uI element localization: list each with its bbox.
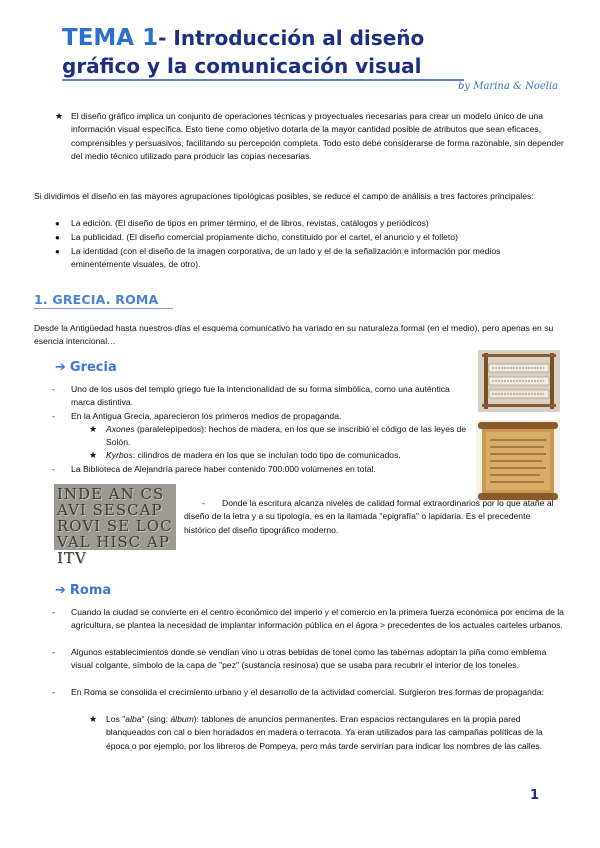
epigrafia-item [184, 497, 560, 537]
axones-image [478, 350, 560, 412]
star-bullet-icon: ★ [89, 424, 98, 434]
title-underline [62, 79, 464, 81]
alba-term: alba [125, 714, 142, 724]
alba-item [106, 713, 564, 753]
section-underline [34, 308, 173, 309]
roma-item-establecimientos: Algunos establecimientos donde se vendían vino u otras bebidas de tonel como las tabernas adoptan la piña como emblema visual colgante, símbolo de la capa de "pez" (sustancia resinosa) que se usaba para recubrir el interior de los toneles. [71, 647, 547, 671]
factor-publicidad: La publicidad. (El diseño comercial propiamente dicho, constituido por el cartel, el anuncio y el folleto) [71, 232, 458, 242]
arrow-right-icon: ➔ [55, 583, 66, 598]
kyrbos-text: : cilindros de madera en los que se incluían todo tipo de comunicados. [132, 450, 401, 460]
tema-label: TEMA 1 [62, 25, 159, 51]
title-text-2: gráfico y la comunicación visual [62, 54, 422, 78]
factors-lead: Si dividimos el diseño en las mayores agrupaciones tipológicas posibles, se reduce el campo de análisis a tres factores principales: [34, 191, 534, 201]
epigrafia-text: Donde la escritura alcanza niveles de calidad formal extraordinarios por lo que atañe al diseño de la letra y a su tipología, es en la llamada "epigrafía" o lapidaria. Es el precedente histórico del diseño tipográfico moderno. [184, 498, 554, 535]
bullet-dot-icon: ● [55, 247, 60, 256]
roma-item-ciudad: Cuando la ciudad se convierte en el centro económico del imperio y el comercio en la primera fuerza económica por encima de la agricultura, se plantea la necesidad de implantar información pública en el ágora > precedentes de los actuales carteles urbanos. [71, 607, 564, 631]
bullet-dot-icon: ● [55, 233, 60, 242]
alba-text: ): tablones de anuncios permanentes. Eran espacios rectangulares en la propia pared blanqueados con cal o bien horadados en madera o terracota. Ya eran utilizados para las campañas políticas de la época o por ejemplo, por los libreros de Pompeya, pero más tarde servirían para indicar los nombres de las calles. [106, 714, 543, 751]
document-title-line-1 [62, 26, 424, 50]
grecia-heading-text: Grecia [69, 360, 117, 375]
stone-inscription-image [54, 484, 176, 567]
star-bullet-icon: ★ [55, 111, 64, 121]
section-intro: Desde la Antigüedad hasta nuestros días el esquema comunicativo ha variado en su naturaleza formal (en el medio), pero apenas en su esencia intencional… [34, 323, 554, 347]
title-text-1: Introducción al diseño [173, 26, 425, 50]
title-dash: - [158, 26, 167, 50]
alba-prefix: Los " [106, 714, 126, 724]
dash-bullet: - [52, 411, 55, 421]
kyrbos-item [106, 449, 468, 462]
star-bullet-icon: ★ [89, 450, 98, 460]
axones-item [106, 423, 468, 450]
roma-heading-text: Roma [69, 583, 112, 598]
arrow-right-icon: ➔ [55, 360, 66, 375]
factor-identidad: La identidad (con el diseño de la imagen corporativa, de un lado y el de la señalización e información por medios eminentemente visuales, de otro). [71, 246, 501, 270]
album-term: álbum [170, 714, 194, 724]
grecia-item-templo: Uno de los usos del templo griego fue la intencionalidad de su forma simbólica, como una auténtica marca distintiva. [71, 384, 450, 408]
dash-bullet: - [52, 687, 55, 697]
bullet-dot-icon: ● [55, 219, 60, 228]
star-bullet-icon: ★ [89, 714, 98, 724]
intro-paragraph: El diseño gráfico implica un conjunto de operaciones técnicas y proyectuales necesarias para crear un modelo único de una información visual específica. Esto tiene como objetivo dotarla de la mayor cantidad posible de atributos que sean eficaces, comprensibles y persuasivos, facilitando su percepción completa. Todo esto debe considerarse de forma razonable, sin depender del medio técnico utilizado para producir las copias necesarias. [71, 111, 564, 162]
author-byline: by Marina & Noelia [458, 81, 559, 92]
scroll-image [476, 420, 560, 502]
grecia-heading [55, 360, 117, 376]
dash-bullet: - [52, 647, 55, 657]
stone-inscription-text: INDE AN CSAVI SESCAPROVI SE LOCVAL HISC APITV [57, 485, 173, 567]
page-number: 1 [530, 788, 540, 803]
grecia-item-propaganda: En la Antigua Grecia, aparecieron los primeros medios de propaganda. [71, 411, 342, 421]
dash-bullet: - [202, 498, 205, 508]
kyrbos-term: Kyrbos [106, 450, 133, 460]
axones-term: Axones [106, 424, 135, 434]
section-heading: 1. GRECIA. ROMA [34, 292, 159, 307]
alba-mid: " (sing: [141, 714, 171, 724]
factor-edicion: La edición. (El diseño de tipos en primer término, el de libros, revistas, catálogos y periódicos) [71, 218, 429, 228]
dash-bullet: - [52, 607, 55, 617]
dash-bullet: - [52, 384, 55, 394]
axones-text: (paralelepípedos): hechos de madera, en los que se inscribió el código de las leyes de Solón. [106, 424, 467, 448]
document-title-line-2 [62, 54, 422, 78]
biblioteca-item: La Biblioteca de Alejandría parece haber contenido 700.000 volúmenes en total. [71, 464, 376, 474]
roma-heading [55, 583, 111, 599]
dash-bullet: - [52, 464, 55, 474]
roma-item-propaganda: En Roma se consolida el crecimiento urbano y el desarrollo de la actividad comercial. Surgieron tres formas de propaganda: [71, 687, 544, 697]
